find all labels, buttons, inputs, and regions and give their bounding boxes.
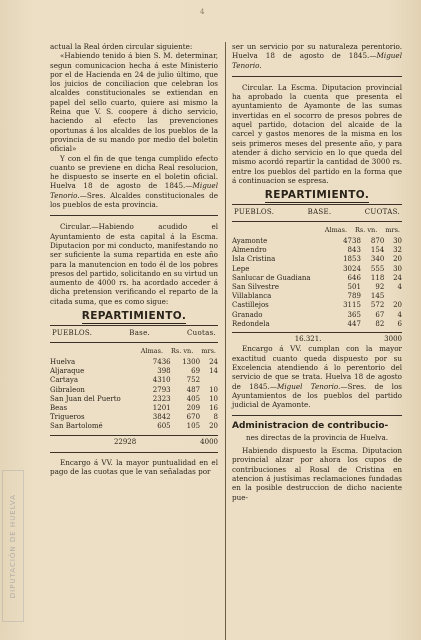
rs-value: 154 bbox=[370, 246, 385, 255]
signature: Miguel Tenorio. bbox=[232, 51, 402, 70]
almas-value: 4310 bbox=[152, 376, 171, 385]
rs-value: 118 bbox=[370, 273, 385, 282]
mrs-value: 20 bbox=[393, 255, 402, 264]
mrs-value: 20 bbox=[393, 301, 402, 310]
table-row bbox=[232, 237, 402, 246]
intro-text: actual la Real órden circular siguiente: bbox=[50, 42, 193, 51]
table-totals-left bbox=[50, 435, 218, 447]
total-almas: 16.321. bbox=[294, 335, 322, 344]
circular-1-body: «Habiendo tenido á bien S. M. determinar, segun comunicacion hecha á este Ministerio por el de Hacienda en 24 de julio último, que los juicios de conciliacion que celebran los alcaldes constitucionales se extiendan en papel del sello cuarto, quiere asi mismo la Reina que V. S. coopere á dicho servicio, haciendo al efecto las prevenciones oportunas á los alcaldes de los pueblos de la provincia de su mando por medio del boletin oficial» bbox=[50, 51, 218, 154]
table-row bbox=[232, 274, 402, 283]
rs-value: 487 bbox=[186, 385, 201, 394]
mrs-value: 10 bbox=[209, 394, 218, 403]
rs-value: 67 bbox=[375, 310, 385, 319]
town-name: Gibraleon bbox=[50, 385, 85, 394]
almas-value: 1853 bbox=[343, 255, 361, 264]
section-divider bbox=[232, 415, 402, 416]
table-row bbox=[50, 422, 218, 431]
almas-value: 447 bbox=[347, 319, 361, 328]
table-row bbox=[50, 386, 218, 395]
mrs-value: 14 bbox=[209, 367, 218, 376]
town-name: San Bartolomé bbox=[50, 422, 103, 431]
table-row bbox=[232, 301, 402, 310]
header-cuotas: CUOTAS. bbox=[364, 208, 400, 217]
table-subheader-right: Almas. Rs. vn. mrs. bbox=[324, 225, 400, 234]
mrs-value: 16 bbox=[209, 403, 218, 412]
circular-3-body: Circular. La Escma. Diputacion provincial ha aprobado la cuenta que presenta el ayuntamiento de Ayamonte de las sumas invertidas en el socorro de presos pobres de aquel partido, dotacion del alcaide de la carcel y gastos menores de la misma en los seis primeros meses del presente año, y para atender á dicho servicio en lo que queda del mismo acordó repartir la cantidad de 3000 rs. entre los pueblos del partido en la forma que á continuacion se espresa. bbox=[232, 82, 402, 185]
table-row bbox=[50, 413, 218, 422]
table-row bbox=[232, 255, 402, 264]
left-column bbox=[50, 42, 218, 640]
almas-value: 1201 bbox=[152, 403, 171, 412]
rs-value: 105 bbox=[186, 422, 201, 431]
repartimiento-table-right bbox=[232, 237, 402, 329]
mrs-value bbox=[384, 292, 402, 301]
almas-value: 7436 bbox=[152, 357, 171, 366]
mrs-value: 10 bbox=[209, 385, 218, 394]
section-divider bbox=[232, 76, 402, 77]
column-divider bbox=[225, 42, 226, 640]
repartimiento-title-left: REPARTIMIENTO. bbox=[81, 310, 187, 323]
mrs-value: 20 bbox=[209, 422, 218, 431]
rs-value: 405 bbox=[186, 394, 201, 403]
section-divider bbox=[50, 215, 218, 216]
table-header-left bbox=[50, 325, 218, 342]
town-name: Granado bbox=[232, 310, 263, 319]
table-totals-right bbox=[232, 332, 402, 344]
town-name: Redondela bbox=[232, 319, 270, 328]
header-pueblos: PUEBLOS. bbox=[234, 208, 275, 217]
circular-3-closing: Encargo á VV. cumplan con la mayor exactitud cuanto queda dispuesto por su Excelencia atendiendo á lo perentorio del servicio de que se trata. Huelva 18 de agosto de 1845.—Miguel Tenorio.—Sres. de los Ayuntamientos de los pueblos del partido judicial de Ayamonte. bbox=[232, 344, 402, 410]
table-row bbox=[50, 376, 218, 385]
repartimiento-title-right: REPARTIMIENTO. bbox=[264, 189, 370, 202]
table-row bbox=[50, 395, 218, 404]
town-name: Castillejos bbox=[232, 301, 269, 310]
town-name: Almendro bbox=[232, 246, 267, 255]
right-column bbox=[232, 42, 402, 640]
rs-value: 82 bbox=[375, 319, 385, 328]
almas-value: 2323 bbox=[152, 394, 171, 403]
archive-stamp-text: DIPUTACIÓN DE HUELVA bbox=[9, 493, 17, 599]
mrs-value: 24 bbox=[209, 357, 218, 366]
rs-value: 92 bbox=[375, 283, 385, 292]
rs-value: 870 bbox=[370, 237, 385, 246]
table-row bbox=[232, 320, 402, 329]
header-pueblos: PUEBLOS. bbox=[52, 329, 93, 338]
town-name: Aljaraque bbox=[50, 367, 85, 376]
rs-value: 752 bbox=[186, 376, 201, 385]
rs-value: 209 bbox=[186, 403, 201, 412]
header-base: Base. bbox=[129, 329, 151, 338]
town-name: San Silvestre bbox=[232, 283, 279, 292]
section-divider bbox=[50, 452, 218, 453]
almas-value: 605 bbox=[157, 422, 171, 431]
almas-value: 3842 bbox=[152, 413, 171, 422]
header-base: BASE. bbox=[307, 208, 332, 217]
circular-1-closing: Y con el fin de que tenga cumplido efecto cuanto se previene en dicha Real resolucion, he dispuesto se inserte en el boletin oficial. Huelva 18 de agosto de 1845.—Miguel Tenorio.—Sres. Alcaldes constitucionales de los pueblos de esta provincia. bbox=[50, 153, 218, 210]
mrs-value: 4 bbox=[397, 310, 402, 319]
table-row bbox=[232, 246, 402, 255]
rs-value: 69 bbox=[191, 367, 201, 376]
table-subheader-left: Almas. Rs. vn. mrs. bbox=[140, 346, 216, 355]
table-header-right bbox=[232, 204, 402, 221]
page-mark: 4 bbox=[200, 8, 205, 16]
table-row bbox=[50, 358, 218, 367]
almas-value: 646 bbox=[347, 273, 361, 282]
almas-value: 365 bbox=[347, 310, 361, 319]
table-row bbox=[232, 265, 402, 274]
mrs-value bbox=[200, 376, 218, 385]
repartimiento-table-left bbox=[50, 358, 218, 432]
header-cuotas: Cuotas. bbox=[187, 329, 216, 338]
mrs-value: 4 bbox=[397, 283, 402, 292]
circular-2-closing: Encargo á VV. la mayor puntualidad en el pago de las cuotas que le van señaladas por bbox=[50, 457, 218, 477]
almas-value: 4738 bbox=[343, 237, 361, 246]
town-name: San Juan del Puerto bbox=[50, 394, 121, 403]
rs-value: 1300 bbox=[182, 357, 201, 366]
town-name: Lepe bbox=[232, 264, 250, 273]
table-row bbox=[232, 283, 402, 292]
admin-subheading: nes directas de la provincia de Huelva. bbox=[245, 432, 389, 442]
almas-value: 3024 bbox=[343, 264, 361, 273]
mrs-value: 24 bbox=[393, 273, 402, 282]
rs-value: 555 bbox=[370, 264, 385, 273]
table-row bbox=[50, 404, 218, 413]
town-name: Sanlucar de Guadiana bbox=[232, 273, 311, 282]
almas-value: 3115 bbox=[343, 301, 361, 310]
rs-value: 572 bbox=[370, 301, 385, 310]
almas-value: 789 bbox=[347, 292, 361, 301]
continuation-text: ser un servicio por su naturaleza perentorio. Huelva 18 de agosto de 1845.—Miguel Tenorio. bbox=[232, 42, 402, 70]
total-rs: 4000 bbox=[200, 437, 218, 446]
town-name: Isla Cristina bbox=[232, 255, 276, 264]
rs-value: 340 bbox=[370, 255, 385, 264]
total-almas: 22928 bbox=[113, 437, 137, 446]
rs-value: 670 bbox=[186, 413, 201, 422]
admin-body: Habiendo dispuesto la Escma. Diputacion provincial alzar por ahora los cupos de contribuciones al Rosal de Cristina en atencion á justísimas reclamaciones fundadas en la posible destruccion de dicho naciente pue- bbox=[232, 446, 402, 502]
circular-2-body: Circular.—Habiendo acudido el Ayuntamiento de esta capital á la Escma. Diputacion por mi conducto, manifestando no ser suficiente la suma repartida en este año para la manutencion en todo él de los pobres presos del partido, solicitando en su virtud un aumento de 4000 rs. ha acordado acceder á dicha pretension verificando el reparto de la citada suma, que es como sigue: bbox=[50, 222, 218, 306]
town-name: Villablanca bbox=[232, 292, 272, 301]
mrs-value: 30 bbox=[393, 264, 402, 273]
table-row bbox=[232, 292, 402, 301]
town-name: Ayamonte bbox=[232, 237, 268, 246]
town-name: Huelva bbox=[50, 357, 76, 366]
table-row bbox=[232, 311, 402, 320]
town-name: Beas bbox=[50, 403, 68, 412]
mrs-value: 32 bbox=[393, 246, 402, 255]
almas-value: 501 bbox=[347, 283, 361, 292]
signature: Miguel Tenorio. bbox=[276, 381, 341, 391]
town-name: Cartaya bbox=[50, 376, 78, 385]
almas-value: 2793 bbox=[152, 385, 171, 394]
town-name: Trigueros bbox=[50, 413, 85, 422]
archive-stamp bbox=[2, 470, 24, 622]
rs-value: 145 bbox=[370, 292, 385, 301]
almas-value: 398 bbox=[157, 367, 171, 376]
table-row bbox=[50, 367, 218, 376]
mrs-value: 8 bbox=[213, 413, 218, 422]
admin-heading: Administracion de contribucio- bbox=[232, 421, 389, 432]
almas-value: 843 bbox=[347, 246, 361, 255]
mrs-value: 6 bbox=[397, 319, 402, 328]
mrs-value: 30 bbox=[393, 237, 402, 246]
signature: Miguel Tenorio. bbox=[50, 181, 218, 200]
total-rs: 3000 bbox=[384, 335, 402, 344]
